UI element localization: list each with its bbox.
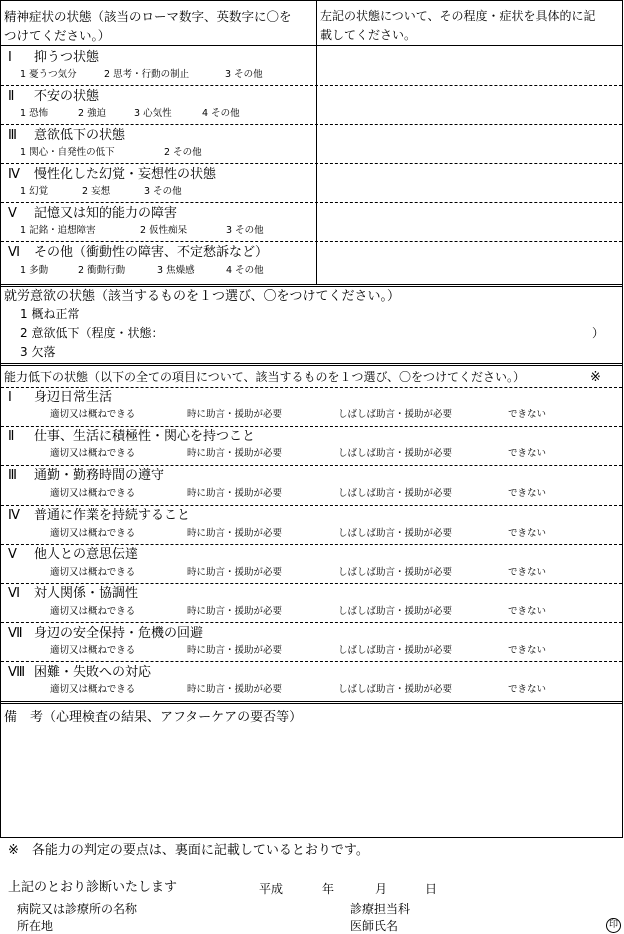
ability-scale-option: しばしば助言・援助が必要 — [338, 528, 453, 539]
ability-scale-option: できない — [508, 645, 547, 656]
mental-option: 3 心気性 — [134, 108, 172, 119]
row-divider — [1, 387, 622, 388]
ability-scale-option: 適切又は概ねできる — [50, 409, 136, 420]
ability-item-title: 身辺の安全保持・危機の回避 — [34, 626, 204, 641]
mental-option: 2 仮性痴呆 — [140, 225, 188, 236]
ability-scale-option: できない — [508, 606, 547, 617]
ability-item-number: Ⅲ — [8, 468, 17, 483]
row-divider — [1, 465, 622, 466]
mental-header-left-1: 精神症状の状態（該当のローマ数字、英数字に〇を — [4, 9, 292, 24]
ability-scale-option: 適切又は概ねできる — [50, 606, 136, 617]
ability-item-number: Ⅶ — [8, 626, 23, 641]
ability-scale-option: 時に助言・援助が必要 — [187, 448, 283, 459]
ability-item-number: Ⅳ — [8, 508, 20, 523]
section-rule — [0, 703, 623, 704]
mental-item-number: Ⅰ — [8, 50, 12, 65]
work-option: 2 意欲低下（程度・状態： — [20, 326, 164, 340]
mental-option: 2 妄想 — [82, 186, 111, 197]
ability-scale-option: 時に助言・援助が必要 — [187, 567, 283, 578]
ability-scale-option: できない — [508, 528, 547, 539]
work-close-paren: ） — [592, 326, 605, 340]
ability-scale-option: できない — [508, 684, 547, 695]
ability-title: 能力低下の状態（以下の全ての項目について、該当するものを１つ選び、〇をつけてください。） — [4, 370, 526, 384]
ability-item-title: 対人関係・協調性 — [34, 586, 139, 601]
ability-item-title: 困難・失敗への対応 — [34, 665, 152, 680]
remarks-field[interactable] — [1, 728, 621, 836]
mental-header-right-2: 載してください。 — [320, 28, 417, 42]
row-divider — [1, 124, 622, 125]
border-top — [0, 0, 623, 1]
ability-item-number: Ⅰ — [8, 390, 12, 405]
ability-item-title: 仕事、生活に積極性・関心を持つこと — [34, 429, 256, 444]
header-rule — [0, 45, 623, 46]
ability-scale-option: 時に助言・援助が必要 — [187, 684, 283, 695]
row-divider — [1, 505, 622, 506]
row-divider — [1, 583, 622, 584]
ability-scale-option: しばしば助言・援助が必要 — [338, 488, 453, 499]
mental-option: 3 その他 — [226, 225, 264, 236]
ability-scale-option: しばしば助言・援助が必要 — [338, 606, 453, 617]
mental-item-number: Ⅵ — [8, 245, 20, 260]
mental-item-title: その他（衝動性の障害、不定愁訴など） — [34, 245, 269, 260]
ability-item-title: 通勤・勤務時間の遵守 — [34, 468, 165, 483]
row-divider — [1, 661, 622, 662]
mental-option: 2 衝動行動 — [78, 265, 126, 276]
mental-header-left-2: つけてください。） — [4, 28, 111, 43]
row-divider — [1, 85, 622, 86]
ability-scale-option: 適切又は概ねできる — [50, 488, 136, 499]
border-left — [0, 0, 1, 838]
footer-note: ※ 各能力の判定の要点は、裏面に記載しているとおりです。 — [8, 843, 369, 858]
mental-option: 1 憂うつ気分 — [20, 69, 77, 80]
ability-scale-option: 時に助言・援助が必要 — [187, 645, 283, 656]
section-rule — [0, 701, 623, 702]
mental-option: 3 焦燥感 — [157, 265, 195, 276]
ability-scale-option: 適切又は概ねできる — [50, 448, 136, 459]
ability-scale-option: しばしば助言・援助が必要 — [338, 448, 453, 459]
remarks-label: 備 考（心理検査の結果、アフターケアの要否等） — [4, 710, 303, 725]
mental-item-title: 記憶又は知的能力の障害 — [34, 206, 178, 221]
ability-scale-option: 適切又は概ねできる — [50, 567, 136, 578]
mental-item-title: 意欲低下の状態 — [34, 128, 126, 143]
mental-option: 1 幻覚 — [20, 186, 49, 197]
border-bottom — [0, 837, 623, 838]
mental-option: 2 その他 — [164, 147, 202, 158]
ability-item-number: Ⅵ — [8, 586, 20, 601]
ability-item-number: Ⅷ — [8, 665, 26, 680]
ability-item-title: 他人との意思伝達 — [34, 547, 139, 562]
ability-scale-option: 時に助言・援助が必要 — [187, 606, 283, 617]
column-divider — [316, 0, 317, 285]
row-divider — [1, 241, 622, 242]
row-divider — [1, 163, 622, 164]
row-divider — [1, 426, 622, 427]
row-divider — [1, 202, 622, 203]
mental-option: 1 関心・自発性の低下 — [20, 147, 115, 158]
section-rule — [0, 365, 623, 366]
ability-item-number: Ⅴ — [8, 547, 17, 562]
work-title: 就労意欲の状態（該当するものを１つ選び、〇をつけてください。） — [4, 289, 400, 304]
mental-header-right-1: 左記の状態について、その程度・症状を具体的に記 — [320, 9, 596, 23]
border-right — [622, 0, 623, 838]
ability-scale-option: 適切又は概ねできる — [50, 684, 136, 695]
doctor-name-label: 医師氏名 — [350, 919, 399, 933]
ability-scale-option: できない — [508, 567, 547, 578]
department-label: 診療担当科 — [350, 902, 411, 916]
ability-scale-option: しばしば助言・援助が必要 — [338, 409, 453, 420]
ability-scale-option: しばしば助言・援助が必要 — [338, 567, 453, 578]
ability-scale-option: できない — [508, 488, 547, 499]
year-label: 年 — [322, 882, 335, 896]
ability-scale-option: しばしば助言・援助が必要 — [338, 684, 453, 695]
mental-option: 4 その他 — [202, 108, 240, 119]
mental-option: 1 多動 — [20, 265, 49, 276]
mental-item-number: Ⅲ — [8, 128, 17, 143]
mental-item-number: Ⅴ — [8, 206, 17, 221]
mental-item-number: Ⅳ — [8, 167, 20, 182]
section-rule — [0, 284, 623, 285]
row-divider — [1, 622, 622, 623]
ability-note-mark: ※ — [590, 370, 601, 385]
ability-scale-option: 時に助言・援助が必要 — [187, 488, 283, 499]
mental-item-title: 抑うつ状態 — [34, 50, 100, 65]
month-label: 月 — [375, 882, 388, 896]
ability-item-number: Ⅱ — [8, 429, 15, 444]
era-label: 平成 — [259, 882, 284, 896]
ability-item-title: 普通に作業を持続すること — [34, 508, 191, 523]
address-label: 所在地 — [17, 919, 54, 933]
section-rule — [0, 363, 623, 364]
work-option: 1 概ね正常 — [20, 307, 80, 321]
hospital-label: 病院又は診療所の名称 — [17, 902, 138, 916]
ability-item-title: 身辺日常生活 — [34, 390, 113, 405]
mental-option: 2 強迫 — [78, 108, 107, 119]
ability-scale-option: できない — [508, 409, 547, 420]
mental-option: 1 記銘・追想障害 — [20, 225, 96, 236]
ability-scale-option: 適切又は概ねできる — [50, 645, 136, 656]
ability-scale-option: 適切又は概ねできる — [50, 528, 136, 539]
ability-scale-option: できない — [508, 448, 547, 459]
ability-scale-option: しばしば助言・援助が必要 — [338, 645, 453, 656]
mental-option: 1 恐怖 — [20, 108, 49, 119]
mental-option: 3 その他 — [225, 69, 263, 80]
ability-scale-option: 時に助言・援助が必要 — [187, 409, 283, 420]
diagnosis-statement: 上記のとおり診断いたします — [8, 880, 178, 895]
work-option: 3 欠落 — [20, 345, 56, 359]
mental-item-title: 慢性化した幻覚・妄想性の状態 — [34, 167, 217, 182]
mental-item-number: Ⅱ — [8, 89, 15, 104]
mental-option: 3 その他 — [144, 186, 182, 197]
section-rule — [0, 286, 623, 287]
ability-scale-option: 時に助言・援助が必要 — [187, 528, 283, 539]
day-label: 日 — [425, 882, 438, 896]
row-divider — [1, 544, 622, 545]
seal-mark: 印 — [606, 918, 621, 933]
mental-option: 2 思考・行動の制止 — [104, 69, 190, 80]
mental-option: 4 その他 — [226, 265, 264, 276]
mental-item-title: 不安の状態 — [34, 89, 100, 104]
